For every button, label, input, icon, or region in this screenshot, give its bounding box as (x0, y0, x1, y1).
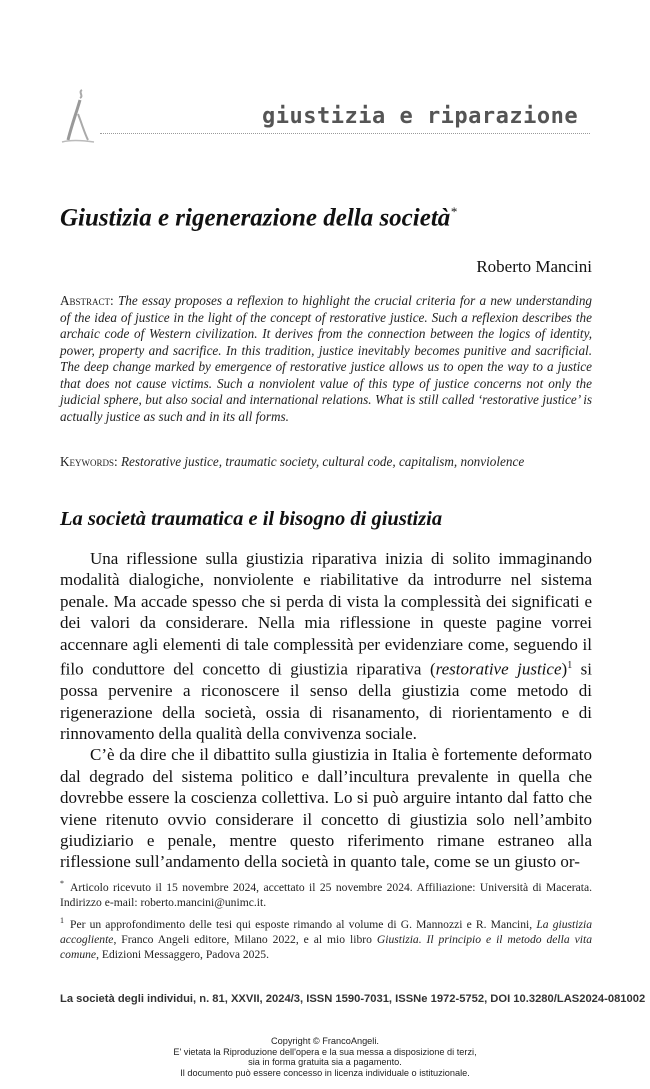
paragraph-1-text-c: si possa pervenire a riconoscere il senso della giustizia come metodo di rigenerazione della società, ossia di risanamento, di riorientamento e di rinnovamento della qualità della convivenza sociale. (60, 659, 593, 743)
journal-citation: La società degli individui, n. 81, XXVII, 2024/3, ISSN 1590-7031, ISSNe 1972-5752, DOI 10.3280/LAS2024-081002 (60, 993, 646, 1005)
abstract-text: The essay proposes a reflexion to highlight the crucial criteria for a new understanding of the idea of justice in the light of the concept of restorative justice. Such a reflexion describes the archaic code of Western civilization. It derives from the connection between the logics of identity, power, property and sacrifice. In this tradition, justice inevitably becomes punitive and sacrificial. The deep change marked by emergence of restorative justice allows us to open the way to a justice that does not cause victims. Such a nonviolent value of this type of justice concerns not only the judicial sphere, but also social and international relations. What is still called ‘restorative justice’ is actually justice as such and in its all forms. (60, 293, 593, 424)
copyright-line-4: Il documento può essere concesso in licenza individuale o istituzionale. (180, 1067, 470, 1078)
keywords-text: Restorative justice, traumatic society, cultural code, capitalism, nonviolence (120, 454, 525, 469)
running-header: giustizia e riparazione (262, 104, 594, 129)
footnote-1-italic-1: La giustizia accogliente (60, 917, 592, 946)
journal-logo-icon (58, 84, 102, 148)
paragraph-1-text-a: Una riflessione sulla giustizia riparativa inizia di solito immaginando modalità dialogiche, nonviolente e riabilitative da introdurre nel sistema penale. Ma accade spesso che si perda di vista la complessità dei significati e dei valori da considerare. Nella mia riflessione in queste pagine vorrei accennare agli elementi di tale complessità per evidenziare come, seguendo il filo conduttore del concetto di giustizia riparativa ( (60, 549, 592, 679)
paragraph-1 (60, 548, 592, 744)
footnote-ref-1[interactable]: 1 (567, 660, 573, 672)
article-title-text: Giustizia e rigenerazione della società (60, 204, 451, 232)
section-heading: La società traumatica e il bisogno di giustizia (60, 508, 443, 530)
footnote-star (60, 876, 592, 910)
footnotes (60, 876, 592, 965)
abstract-label: Abstract: (60, 293, 114, 308)
body-text (60, 548, 592, 873)
footnote-1-mark: 1 (60, 915, 64, 925)
paragraph-1-text-b: ) (561, 659, 568, 679)
footnote-1-text-b: , Franco Angeli editore, Milano 2022, e al mio libro (113, 932, 377, 946)
abstract (60, 293, 592, 425)
copyright-line-3: sia in forma gratuita sia a pagamento. (248, 1057, 402, 1068)
paragraph-1-italic: restorative justice (435, 659, 562, 679)
footnote-star-mark: * (60, 879, 64, 888)
footnote-1-italic-2: Giustizia. Il principio e il metodo della vita comune (60, 932, 592, 961)
keywords (60, 454, 592, 471)
copyright-line-1: Copyright © FrancoAngeli. (271, 1036, 379, 1046)
author-name: Roberto Mancini (476, 257, 592, 276)
footnote-1 (60, 913, 592, 962)
copyright-line-2: E' vietata la Riproduzione dell'opera e la sua messa a disposizione di terzi, (173, 1046, 477, 1057)
paragraph-2: C’è da dire che il dibattito sulla giustizia in Italia è fortemente deformato dal degrado del sistema politico e dall’incultura prevalente in quella che dovrebbe essere la coscienza collettiva. Lo si può arguire intanto dal fatto che viene ritenuto ovvio considerare il concetto di giustizia solo nell’ambito giudiziario e penale, mentre questo riferimento rimane estraneo alla riflessione sull’andamento della società in quanto tale, come se un giusto or- (60, 745, 592, 872)
copyright-notice (0, 1036, 650, 1078)
footnote-1-text-a: Per un approfondimento delle tesi qui esposte rimando al volume di G. Mannozzi e R. Mancini, (70, 917, 537, 931)
article-title (60, 204, 600, 232)
footnote-star-text: Articolo ricevuto il 15 novembre 2024, accettato il 25 novembre 2024. Affiliazione: Università di Macerata. Indirizzo e-mail: roberto.mancini@unimc.it. (60, 880, 592, 909)
keywords-label: Keywords: (60, 454, 118, 469)
title-footnote-mark: * (450, 204, 457, 219)
header-divider (100, 133, 590, 134)
footnote-1-text-c: , Edizioni Messaggero, Padova 2025. (96, 947, 269, 961)
